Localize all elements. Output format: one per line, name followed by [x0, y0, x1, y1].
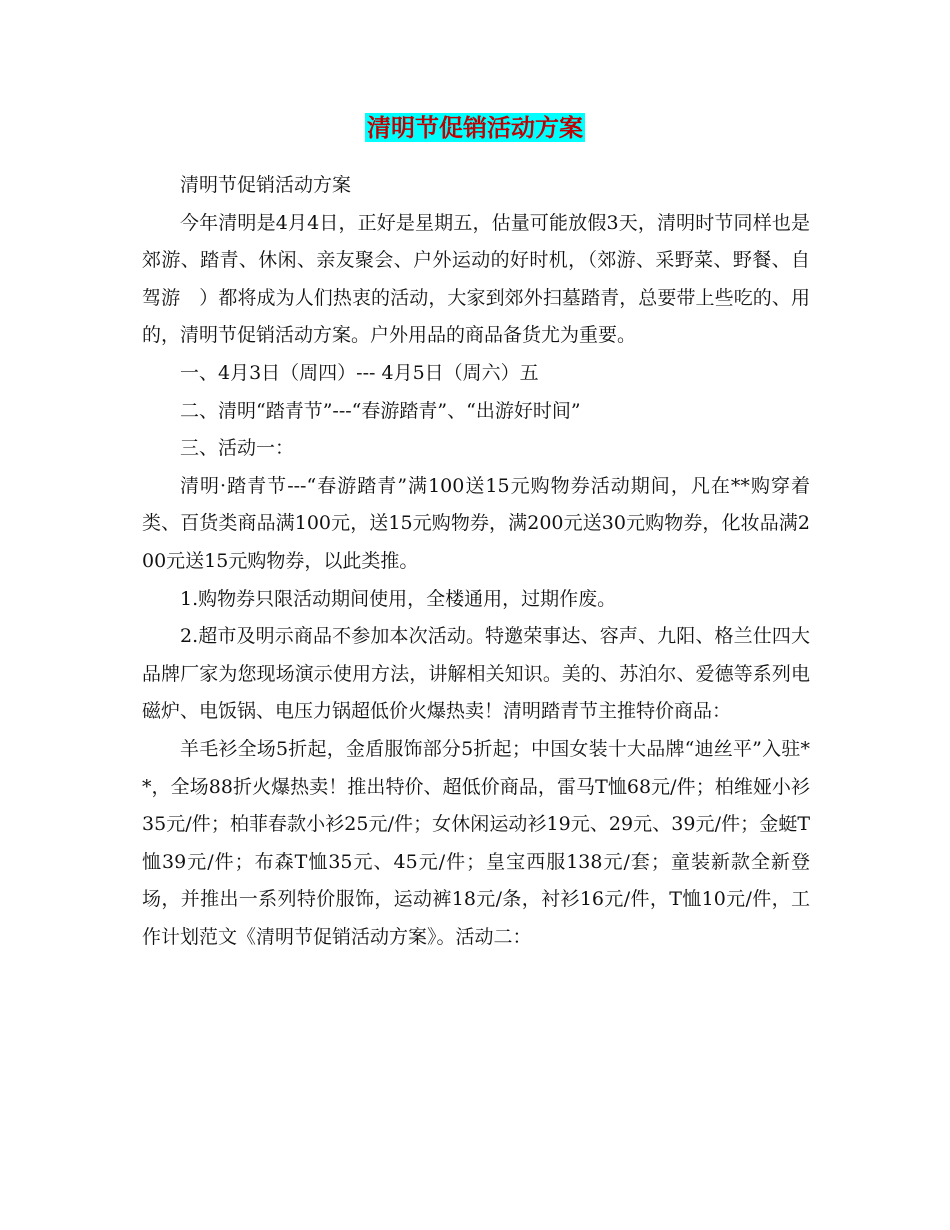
document-title: [0, 112, 950, 144]
paragraph-activity-one-detail: 清明·踏青节---“春游踏青”满100送15元购物券活动期间，凡在**购穿着类、百货类商品满100元，送15元购物券，满200元送30元购物券，化妆品满200元送15元购物券，以此类推。: [142, 474, 810, 572]
paragraph-intro: 今年清明是4月4日，正好是星期五，估量可能放假3天，清明时节同样也是郊游、踏青、休闲、亲友聚会、户外运动的好时机，（郊游、采野菜、野餐、自驾游 ）都将成为人们热衷的活动，大家到郊外扫墓踏青，总要带上些吃的、用的，清明节促销活动方案。户外用品的商品备货尤为重要。: [142, 211, 810, 347]
document-body: [142, 167, 810, 956]
paragraph-rule-1: 1.购物券只限活动期间使用，全楼通用，过期作废。: [180, 587, 617, 610]
paragraph-special-offers: 羊毛衫全场5折起，金盾服饰部分5折起；中国女装十大品牌“迪丝平”入驻**，全场88折火爆热卖！推出特价、超低价商品，雷马T恤68元/件；柏维娅小衫35元/件；柏菲春款小衫25元/件；女休闲运动衫19元、29元、39元/件；金蜓T恤39元/件；布森T恤35元、45元/件；皇宝西服138元/套；童装新款全新登场，并推出一系列特价服饰，运动裤18元/条，衬衫16元/件，T恤10元/件，工作计划范文《清明节促销活动方案》。活动二：: [142, 737, 810, 948]
paragraph-activity-one-heading: 三、活动一：: [180, 437, 295, 460]
paragraph-subtitle: 清明节促销活动方案: [180, 174, 352, 196]
document-title-text: 清明节促销活动方案: [367, 113, 583, 142]
paragraph-theme: 二、清明“踏青节”---“春游踏青”、“出游好时间”: [180, 399, 581, 422]
paragraph-rule-2: 2.超市及明示商品不参加本次活动。特邀荣事达、容声、九阳、格兰仕四大品牌厂家为您现场演示使用方法，讲解相关知识。美的、苏泊尔、爱德等系列电磁炉、电饭锅、电压力锅超低价火爆热卖！清明踏青节主推特价商品：: [142, 625, 810, 723]
paragraph-dates: 一、4月3日（周四）--- 4月5日（周六）五: [180, 361, 539, 384]
